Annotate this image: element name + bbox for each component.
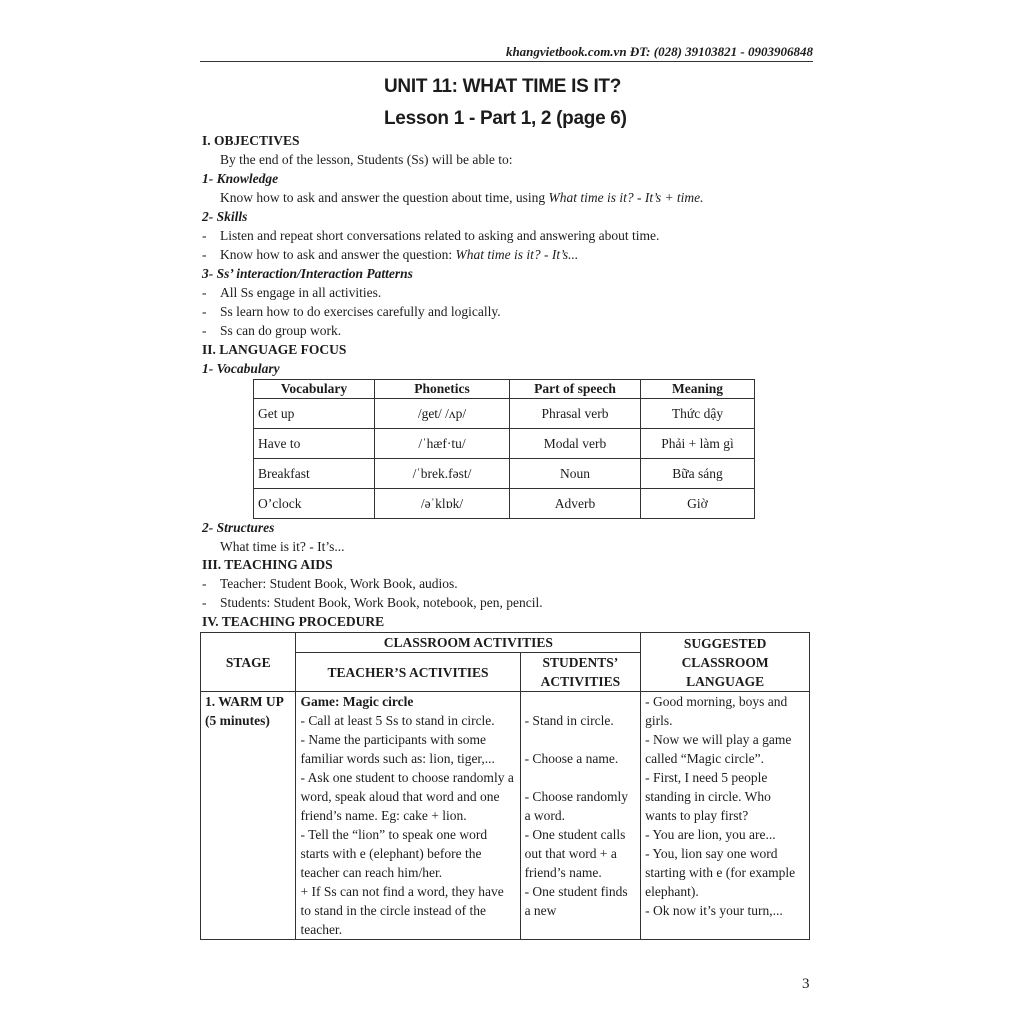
language-focus-heading: II. LANGUAGE FOCUS [202,342,347,357]
vocab-col-phonetics: Phonetics [375,380,510,399]
teaching-aids-teacher: - Teacher: Student Book, Work Book, audios. [202,576,458,591]
vocab-phonetics: /ˈbrek.fəst/ [375,459,510,489]
vocab-word: Breakfast [254,459,375,489]
language-line: - You, lion say one word starting with e (for example elephant). [645,846,796,899]
stage-cell [201,692,296,940]
objectives-heading: I. OBJECTIVES [202,133,300,148]
teaching-aids-students-text: Students: Student Book, Work Book, notebook, pen, pencil. [220,595,543,610]
interaction-heading: 3- Ss’ interaction/Interaction Patterns [202,266,413,281]
page-number: 3 [802,976,810,992]
teacher-line: + If Ss can not find a word, they have to stand in the circle instead of the teacher. [300,884,504,937]
student-line: - Stand in circle. [524,713,614,728]
teaching-aids-heading: III. TEACHING AIDS [202,557,333,572]
student-line: - One student finds a new [524,884,628,918]
skills-item-1-text: Listen and repeat short conversations related to asking and answering about time. [220,228,660,243]
teaching-aids-teacher-text: Teacher: Student Book, Work Book, audios. [220,576,458,591]
vocab-meaning: Bữa sáng [641,459,755,489]
proc-col-stage: STAGE [201,633,296,692]
language-line: - Ok now it’s your turn,... [645,903,783,918]
vocab-phonetics: /get/ /ʌp/ [375,399,510,429]
vocab-word: O’clock [254,489,375,519]
teacher-line: - Ask one student to choose randomly a word, speak aloud that word and one friend’s name. Eg: cake + lion. [300,770,514,823]
vocab-phonetics: /əˈklɒk/ [375,489,510,519]
knowledge-heading: 1- Knowledge [202,171,279,186]
language-line: - First, I need 5 people standing in circle. Who wants to play first? [645,770,771,823]
vocab-col-meaning: Meaning [641,380,755,399]
proc-col-activities: CLASSROOM ACTIVITIES [296,633,641,653]
vocab-word: Get up [254,399,375,429]
table-row [254,429,755,459]
proc-col-students: STUDENTS’ ACTIVITIES [520,653,641,692]
teacher-line: - Call at least 5 Ss to stand in circle. [300,713,495,728]
vocab-part-of-speech: Adverb [510,489,641,519]
table-row [254,489,755,519]
interaction-item-1: - All Ss engage in all activities. [202,285,382,300]
student-line: - One student calls out that word + a friend’s name. [524,827,626,880]
teacher-game-title: Game: Magic circle [300,694,414,709]
student-line: - Choose randomly a word. [524,789,629,823]
procedure-table [200,632,810,940]
objectives-intro: By the end of the lesson, Students (Ss) will be able to: [220,152,513,167]
interaction-item-1-text: All Ss engage in all activities. [220,285,382,300]
language-line: - You are lion, you are... [645,827,776,842]
vocabulary-heading: 1- Vocabulary [202,361,280,376]
skills-item-1: - Listen and repeat short conversations related to asking and answering about time. [202,228,660,243]
vocab-meaning: Phải + làm gì [641,429,755,459]
vocab-part-of-speech: Noun [510,459,641,489]
teacher-activities-cell [296,692,520,940]
student-line: - Choose a name. [524,751,619,766]
vocab-phonetics: /ˈhæf·tu/ [375,429,510,459]
vocab-col-vocabulary: Vocabulary [254,380,375,399]
procedure-heading: IV. TEACHING PROCEDURE [202,614,385,629]
knowledge-text-plain: Know how to ask and answer the question about time, using [220,190,549,205]
table-row [254,459,755,489]
vocab-part-of-speech: Modal verb [510,429,641,459]
vocabulary-table [253,379,755,519]
language-line: - Now we will play a game called “Magic circle”. [645,732,792,766]
vocab-col-part-of-speech: Part of speech [510,380,641,399]
stage-name: 1. WARM UP [205,694,284,709]
proc-col-teacher: TEACHER’S ACTIVITIES [296,653,520,692]
table-row [254,399,755,429]
structures-heading: 2- Structures [202,520,275,535]
student-activities-cell [520,692,641,940]
interaction-item-3-text: Ss can do group work. [220,323,342,338]
skills-item-2: - Know how to ask and answer the question: What time is it? - It’s... [202,247,579,262]
interaction-item-2: - Ss learn how to do exercises carefully and logically. [202,304,501,319]
skills-item-2-italic: What time is it? - It’s... [455,247,579,262]
table-row [201,692,810,940]
interaction-item-3: - Ss can do group work. [202,323,342,338]
unit-title: UNIT 11: WHAT TIME IS IT? [384,76,622,97]
vocab-meaning: Giờ [641,489,755,519]
vocab-part-of-speech: Phrasal verb [510,399,641,429]
header-site[interactable]: khangvietbook.com.vn [505,44,627,59]
vocab-meaning: Thức dậy [641,399,755,429]
vocab-word: Have to [254,429,375,459]
knowledge-text [220,190,704,206]
skills-item-2-text: Know how to ask and answer the question: [220,247,456,262]
proc-col-language: SUGGESTED CLASSROOM LANGUAGE [641,633,810,692]
structures-text: What time is it? - It’s... [220,539,345,554]
teacher-line: - Tell the “lion” to speak one word starts with e (elephant) before the teacher can reach him/her. [300,827,488,880]
skills-heading: 2- Skills [202,209,248,224]
teaching-aids-students: - Students: Student Book, Work Book, notebook, pen, pencil. [202,595,543,610]
interaction-item-2-text: Ss learn how to do exercises carefully and logically. [220,304,501,319]
knowledge-text-italic: What time is it? - It’s + time. [548,190,704,205]
procedure-header-row-1 [201,633,810,653]
teacher-line: - Name the participants with some familiar words such as: lion, tiger,... [300,732,495,766]
lesson-title: Lesson 1 - Part 1, 2 (page 6) [384,108,627,129]
stage-time: (5 minutes) [205,713,270,728]
header-phone: ĐT: (028) 39103821 - 0903906848 [629,44,813,59]
language-line: - Good morning, boys and girls. [645,694,788,728]
language-cell [641,692,810,940]
vocabulary-header-row [254,380,755,399]
page-header [200,44,813,62]
